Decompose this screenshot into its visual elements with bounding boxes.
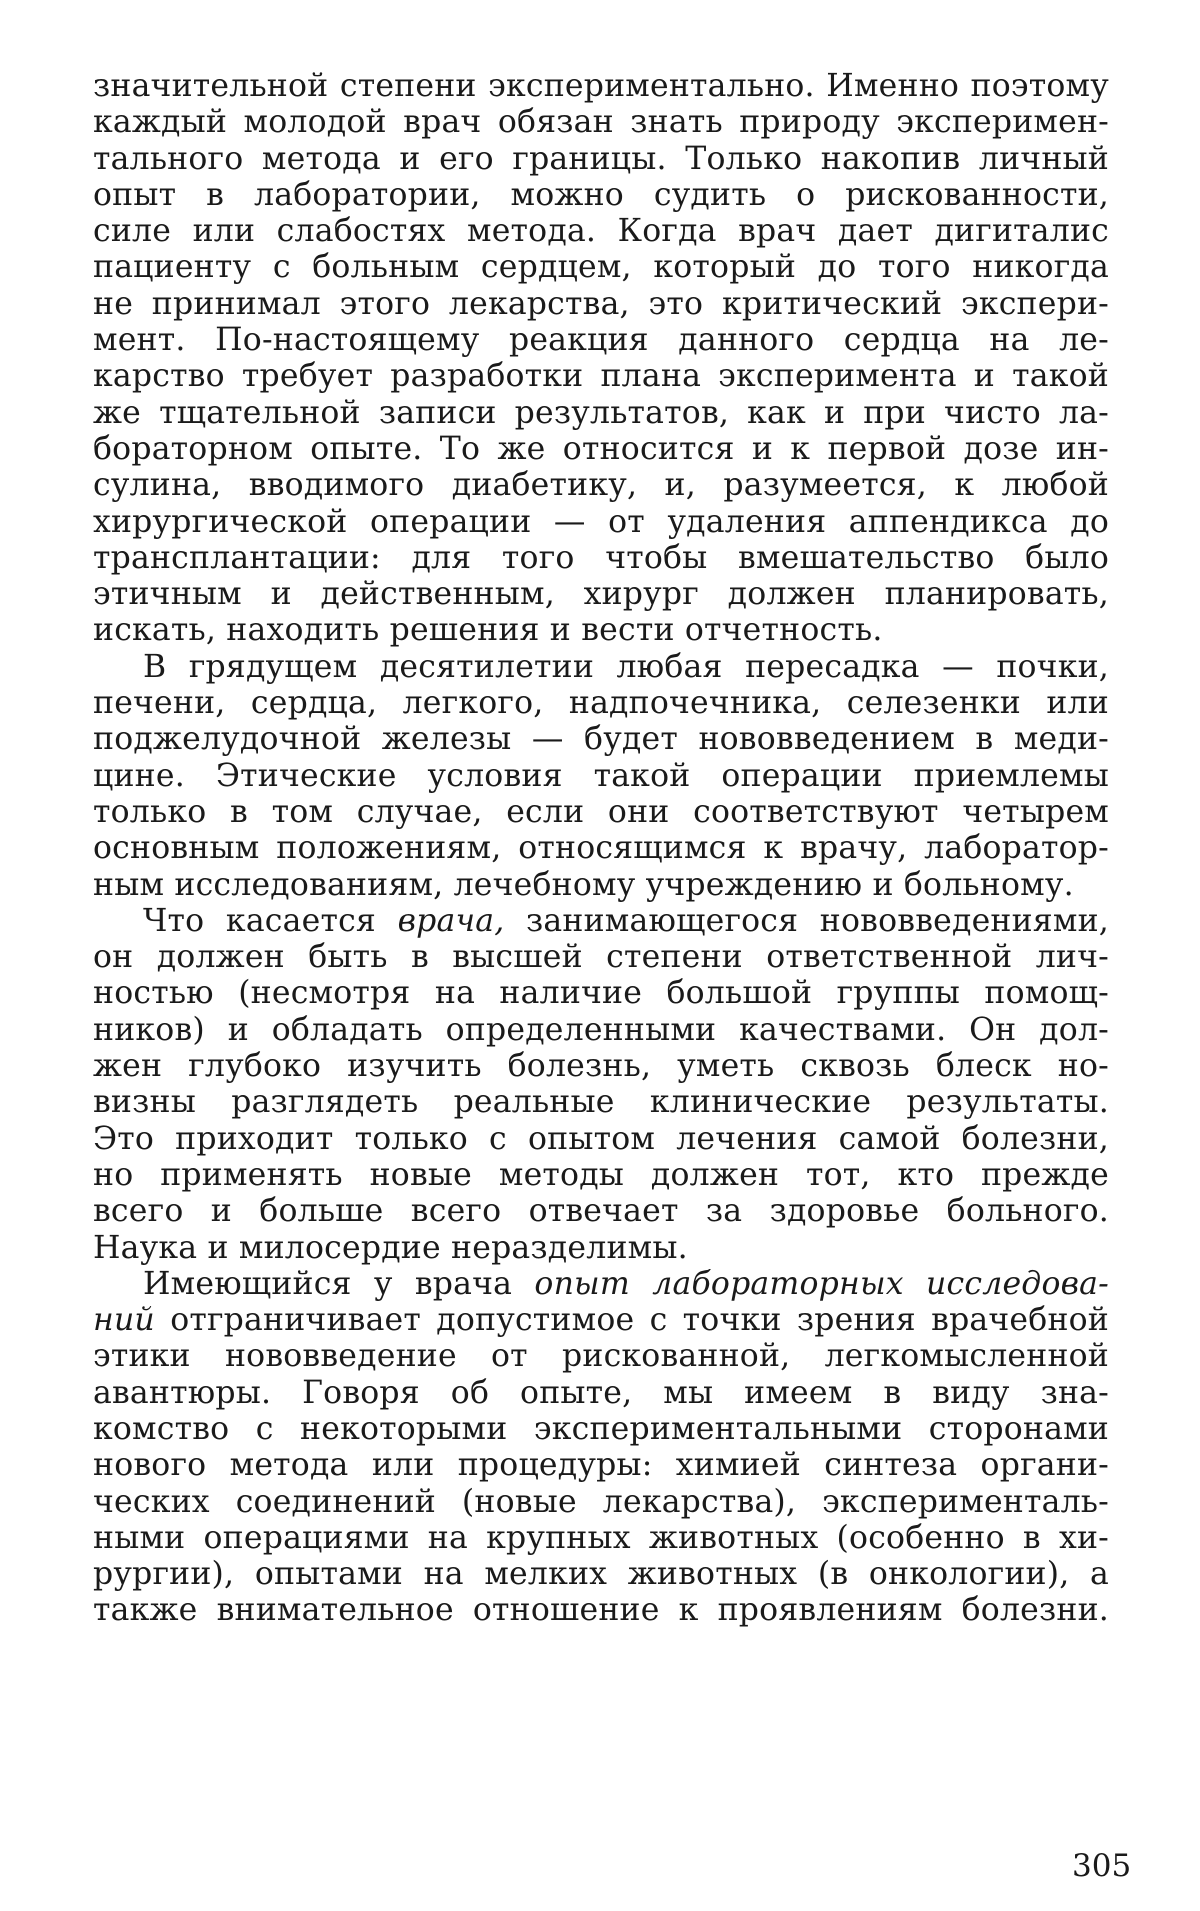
text-line: ностью (несмотря на наличие большой группы помощ-: [93, 975, 1109, 1012]
text-line: силе или слабостях метода. Когда врач дает дигиталис: [93, 213, 1109, 250]
text-line: всего и больше всего отвечает за здоровье больного.: [93, 1193, 1109, 1230]
text-line: тального метода и его границы. Только накопив личный: [93, 140, 1109, 177]
text-line: печени, сердца, легкого, надпочечника, селезенки или: [93, 685, 1109, 722]
text-line: ным исследованиям, лечебному учреждению и больному.: [93, 866, 1074, 903]
text-line: трансплантации: для того чтобы вмешательство было: [93, 539, 1109, 576]
text-line: основным положениям, относящимся к врачу, лаборатор-: [93, 830, 1109, 867]
text-line: [93, 903, 1109, 939]
text-line: этичным и действенным, хирург должен планировать,: [93, 576, 1109, 613]
text-line: пациенту с больным сердцем, который до того никогда: [93, 249, 1109, 286]
italic-term: опыт лабораторных исследова-: [534, 1265, 1109, 1302]
text-line: только в том случае, если они соответствуют четырем: [93, 793, 1109, 830]
text-line: поджелудочной железы — будет нововведением в меди-: [93, 721, 1109, 758]
page-number: 305: [1072, 1848, 1132, 1884]
text-line: этики нововведение от рискованной, легкомысленной: [93, 1338, 1109, 1375]
paragraph-2: [93, 649, 1109, 903]
italic-term: ний: [93, 1302, 155, 1339]
text-line: нового метода или процедуры: химией синтеза органи-: [93, 1447, 1109, 1484]
text-line: также внимательное отношение к проявлениям болезни.: [93, 1592, 1109, 1629]
text-run: Что касается: [143, 902, 398, 939]
text-line: хирургической операции — от удаления аппендикса до: [93, 503, 1109, 540]
text-line: ческих соединений (новые лекарства), эксперименталь-: [93, 1483, 1109, 1520]
text-line: но применять новые методы должен тот, кто прежде: [93, 1156, 1109, 1193]
text-line: он должен быть в высшей степени ответственной лич-: [93, 939, 1109, 976]
text-line: опыт в лаборатории, можно судить о рискованности,: [93, 176, 1109, 213]
text-run: занимающегося нововведениями,: [504, 902, 1109, 939]
text-line: комство с некоторыми экспериментальными сторонами: [93, 1410, 1109, 1447]
text-line: мент. По-настоящему реакция данного сердца на ле-: [93, 322, 1109, 359]
text-line: Наука и милосердие неразделимы.: [93, 1229, 688, 1266]
text-line: ными операциями на крупных животных (особенно в хи-: [93, 1519, 1109, 1556]
text-line: визны разглядеть реальные клинические результаты.: [93, 1084, 1109, 1121]
text-line: [93, 1302, 1109, 1338]
text-line: каждый молодой врач обязан знать природу эксперимен-: [93, 104, 1109, 141]
text-line: цине. Этические условия такой операции приемлемы: [93, 757, 1109, 794]
text-line: В грядущем десятилетии любая пересадка — почки,: [143, 648, 1109, 685]
text-line: сулина, вводимого диабетику, и, разумеется, к любой: [93, 467, 1109, 504]
text-line: значительной степени экспериментально. Именно поэтому: [93, 68, 1109, 104]
text-line: рургии), опытами на мелких животных (в онкологии), а: [93, 1556, 1109, 1593]
italic-term: врача,: [397, 902, 505, 939]
text-line: не принимал этого лекарства, это критический экспери-: [93, 285, 1109, 322]
paragraph-1: [93, 68, 1109, 649]
text-line: жен глубоко изучить болезнь, уметь сквозь блеск но-: [93, 1048, 1109, 1085]
text-run: отграничивает допустимое с точки зрения врачебной: [154, 1302, 1109, 1339]
text-line: авантюры. Говоря об опыте, мы имеем в виду зна-: [93, 1374, 1109, 1411]
text-line: бораторном опыте. То же относится и к первой дозе ин-: [93, 430, 1109, 467]
text-line: ников) и обладать определенными качествами. Он дол-: [93, 1011, 1109, 1048]
text-run: Имеющийся у врача: [143, 1265, 535, 1302]
paragraph-4: [93, 1266, 1109, 1629]
text-line: [93, 1266, 1109, 1302]
text-line: искать, находить решения и вести отчетность.: [93, 612, 883, 649]
page-body: [93, 68, 1109, 1629]
text-line: же тщательной записи результатов, как и при чисто ла-: [93, 394, 1109, 431]
text-line: карство требует разработки плана эксперимента и такой: [93, 358, 1109, 395]
text-line: Это приходит только с опытом лечения самой болезни,: [93, 1120, 1109, 1157]
paragraph-3: [93, 903, 1109, 1266]
